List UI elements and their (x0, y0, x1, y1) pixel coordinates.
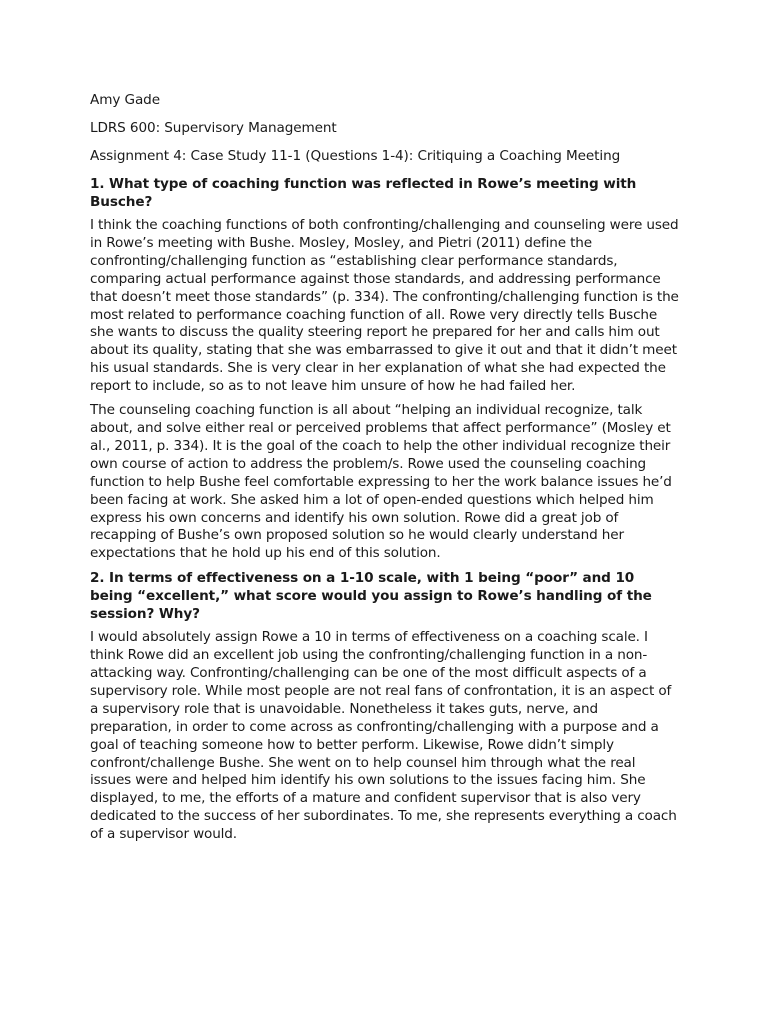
question-1: 1. What type of coaching function was reflected in Rowe’s meeting with Busche? (90, 176, 637, 210)
answer-1-paragraph-2: The counseling coaching function is all about “helping an individual recognize, talk about, and solve either real or perceived problems that affect performance” (Mosley et al., 2011, p. 334). It is the goal of the coach to help the other individual recognize their own course of action to address the problem/s. Rowe used the counseling coaching function to help Bushe feel comfortable expressing to her the work balance issues he’d been facing at work. She asked him a lot of open-ended questions which helped him express his own concerns and identify his own solution. Rowe did a great job of recapping of Bushe’s own proposed solution so he would clearly understand her expectations that he hold up his end of this solution. (90, 402, 672, 562)
course-title: LDRS 600: Supervisory Management (90, 120, 337, 136)
author-name: Amy Gade (90, 92, 160, 108)
answer-1-paragraph-1: I think the coaching functions of both confronting/challenging and counseling were used in Rowe’s meeting with Bushe. Mosley, Mosley, and Pietri (2011) define the confronting/challenging function as “establishing clear performance standards, comparing actual performance against those standards, and addressing performance that doesn’t meet those standards” (p. 334). The confronting/challenging function is the most related to performance coaching function of all. Rowe very directly tells Busche she wants to discuss the quality steering report he prepared for her and calls him out about its quality, stating that she was embarrassed to give it out and that it didn’t meet his usual standards. She is very clear in her explanation of what she had expected the report to include, so as to not leave him unsure of how he had failed her. (90, 217, 679, 395)
assignment-title: Assignment 4: Case Study 11-1 (Questions 1-4): Critiquing a Coaching Meeting (90, 148, 621, 164)
question-2: 2. In terms of effectiveness on a 1-10 scale, with 1 being “poor” and 10 being “excellent,” what score would you assign to Rowe’s handling of the session? Why? (90, 570, 652, 623)
answer-2-paragraph-1: I would absolutely assign Rowe a 10 in terms of effectiveness on a coaching scale. I think Rowe did an excellent job using the confronting/challenging function in a non-attacking way. Confronting/challenging can be one of the most difficult aspects of a supervisory role. While most people are not real fans of confrontation, it is an aspect of a supervisory role that is unavoidable. Nonetheless it takes guts, nerve, and preparation, in order to come across as confronting/challenging with a purpose and a goal of teaching someone how to better perform. Likewise, Rowe didn’t simply confront/challenge Bushe. She went on to help counsel him through what the real issues were and helped him identify his own solutions to the issues facing him. She displayed, to me, the efforts of a mature and confident supervisor that is also very dedicated to the success of her subordinates. To me, she represents everything a coach of a supervisor would. (90, 629, 677, 843)
document-page (90, 91, 680, 850)
